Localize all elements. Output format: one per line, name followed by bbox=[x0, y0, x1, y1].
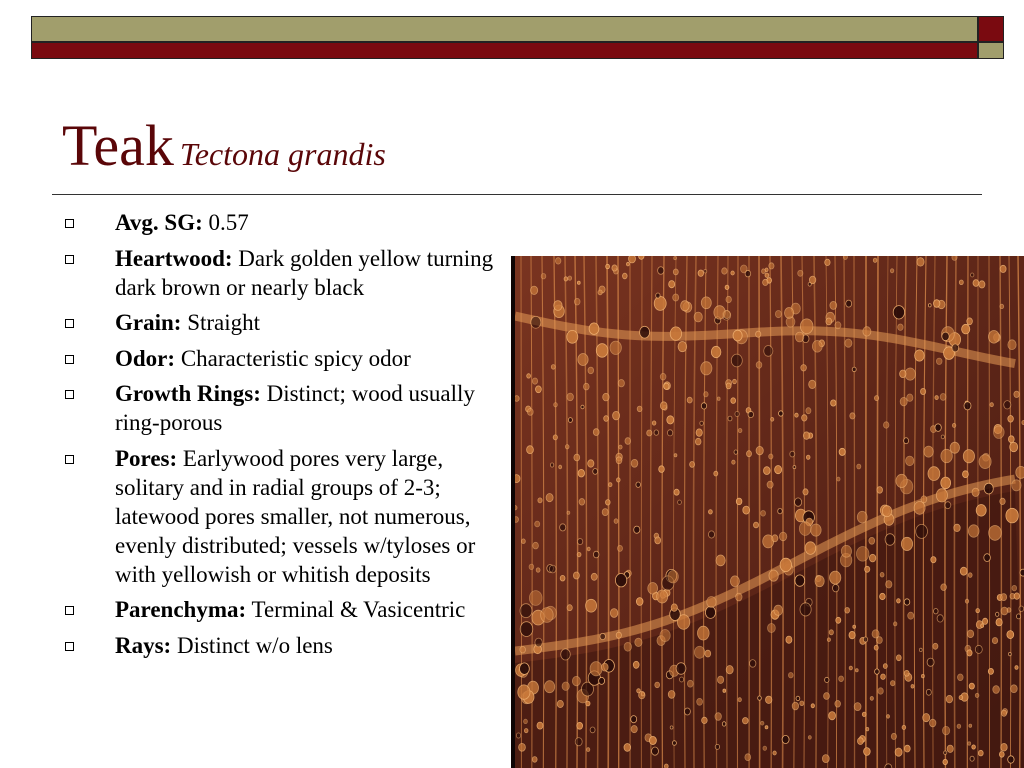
wood-cross-section-image bbox=[511, 256, 1024, 768]
square-bullet-icon bbox=[65, 642, 74, 651]
square-bullet-icon bbox=[65, 255, 74, 264]
property-label: Heartwood: bbox=[115, 245, 233, 271]
square-bullet-icon bbox=[65, 455, 74, 464]
property-label: Avg. SG: bbox=[115, 210, 203, 235]
property-value: 0.57 bbox=[202, 210, 249, 235]
property-label: Odor: bbox=[115, 345, 176, 371]
square-bullet-icon bbox=[65, 355, 74, 364]
property-value: Characteristic spicy odor bbox=[175, 345, 411, 371]
property-list bbox=[62, 208, 498, 666]
list-item bbox=[62, 444, 498, 589]
title-divider bbox=[52, 194, 982, 195]
list-item bbox=[62, 308, 498, 337]
property-label: Pores: bbox=[115, 445, 178, 471]
property-value: Distinct; wood usually ring-porous bbox=[115, 381, 475, 435]
common-name: Teak bbox=[62, 113, 174, 178]
scientific-name: Tectona grandis bbox=[179, 136, 386, 172]
list-item bbox=[62, 631, 498, 660]
wood-texture-graphic bbox=[515, 256, 1024, 768]
list-item bbox=[62, 208, 498, 237]
list-item bbox=[62, 244, 498, 302]
property-value: Earlywood pores very large, solitary and in radial groups of 2-3; latewood pores smaller, not numerous, evenly distributed; vessels w/tyloses or with yellowish or whitish deposits bbox=[115, 445, 476, 587]
list-item bbox=[62, 344, 498, 373]
list-item bbox=[62, 379, 498, 437]
property-label: Grain: bbox=[115, 310, 182, 335]
list-item bbox=[62, 595, 498, 624]
property-value: Distinct w/o lens bbox=[171, 632, 333, 658]
square-bullet-icon bbox=[65, 219, 74, 228]
property-label: Growth Rings: bbox=[115, 381, 261, 406]
property-value: Straight bbox=[181, 310, 261, 335]
property-label: Parenchyma: bbox=[115, 597, 247, 622]
property-value: Dark golden yellow turning dark brown or nearly black bbox=[115, 245, 494, 300]
property-label: Rays: bbox=[115, 632, 172, 658]
slide-title bbox=[62, 112, 386, 179]
square-bullet-icon bbox=[65, 319, 74, 328]
property-value: Terminal & Vasicentric bbox=[246, 597, 466, 622]
square-bullet-icon bbox=[65, 390, 74, 399]
square-bullet-icon bbox=[65, 606, 74, 615]
header-square-maroon bbox=[978, 16, 1004, 42]
header-bar-maroon bbox=[31, 42, 978, 59]
header-square-olive bbox=[978, 42, 1004, 59]
header-bar-olive bbox=[31, 16, 978, 42]
